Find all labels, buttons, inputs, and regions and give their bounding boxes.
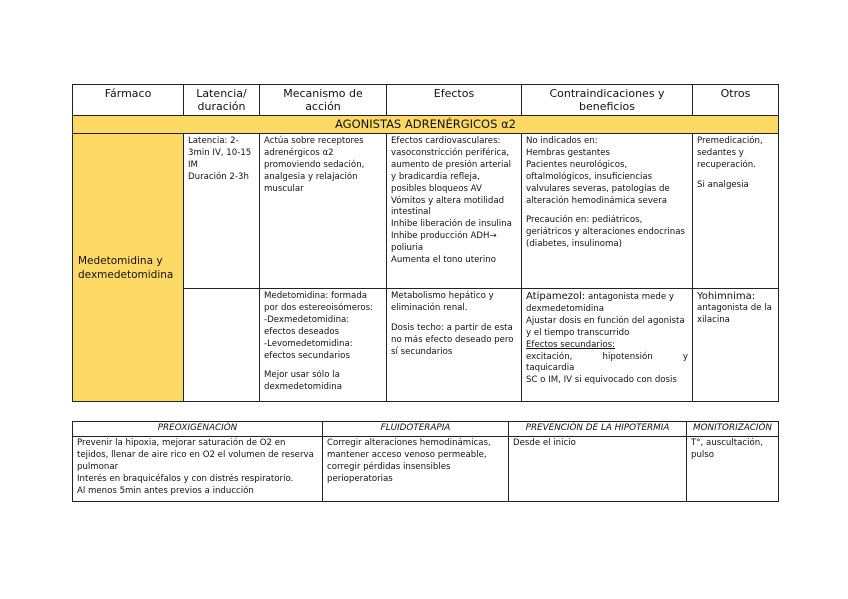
contra-title: No indicados en: bbox=[526, 136, 598, 146]
latency-text: Latencia: 2-3min IV, 10-15 IM bbox=[188, 136, 252, 170]
header-monitorizacion: MONITORIZACIÓN bbox=[687, 422, 779, 437]
yohimnima-title: Yohimnima: bbox=[697, 291, 756, 302]
drug-table-header-row bbox=[73, 85, 779, 116]
drug-name-cell: Medetomidina y dexmedetomidina bbox=[73, 134, 184, 402]
spacer bbox=[391, 315, 517, 323]
yohimnima-text: antagonista de la xilacina bbox=[697, 302, 772, 325]
header-otros: Otros bbox=[693, 85, 779, 116]
others-text: Premedicación, sedantes y recuperación. bbox=[697, 136, 763, 170]
sc-text: SC o IM, IV si equivocado con dosis bbox=[526, 375, 677, 386]
contra-item: Hembras gestantes bbox=[526, 147, 611, 158]
preox-line: Prevenir la hipoxia, mejorar saturación de O2 en tejidos, llenar de aire rico en O2 el volumen de reserva pulmonar bbox=[77, 438, 314, 472]
others-text: Si analgesia bbox=[697, 179, 749, 190]
side-word: y bbox=[682, 351, 688, 362]
mechanism-line: -Levomedetomidina: efectos secundarios bbox=[264, 338, 353, 361]
atipamezol-line bbox=[526, 291, 688, 316]
hipotermia-cell: Desde el inicio bbox=[509, 437, 687, 502]
others-cell bbox=[693, 134, 779, 289]
effects-cell-2 bbox=[387, 289, 522, 402]
header-contraindicaciones: Contraindicaciones y beneficios bbox=[522, 85, 693, 116]
effect-item: Inhibe liberación de insulina bbox=[391, 219, 512, 230]
effect-item: Efectos cardiovasculares: vasoconstricción periférica, aumento de presión arterial y bradicardia refleja, posibles bloqueos AV bbox=[391, 136, 512, 194]
header-efectos: Efectos bbox=[387, 85, 522, 116]
procedures-table bbox=[72, 421, 779, 502]
procedures-row bbox=[73, 437, 779, 502]
mechanism-line: -Dexmedetomidina: efectos deseados bbox=[264, 314, 350, 337]
preox-line: Interés en braquicéfalos y con distrés respiratorio. bbox=[77, 473, 294, 484]
adjust-text: Ajustar dosis en función del agonista y el tiempo transcurrido bbox=[526, 315, 685, 338]
effect-item: Vómitos y altera motilidad intestinal bbox=[391, 195, 505, 218]
duration-text: Duración 2-3h bbox=[188, 171, 249, 182]
preox-cell bbox=[73, 437, 323, 502]
others-cell-2 bbox=[693, 289, 779, 402]
side-end: taquicardia bbox=[526, 363, 575, 374]
header-farmaco: Fármaco bbox=[73, 85, 184, 116]
effect-item: Inhibe producción ADH→ poliuria bbox=[391, 231, 497, 254]
mechanism-note: Mejor usar sólo la dexmedetomidina bbox=[264, 370, 343, 393]
latency-cell-empty bbox=[184, 289, 260, 402]
drug-table bbox=[72, 84, 779, 402]
atipamezol-title: Atipamezol: bbox=[526, 291, 586, 302]
mechanism-line: Medetomidina: formada por dos estereoisómeros: bbox=[264, 291, 373, 313]
header-preoxigenacion: PREOXIGENACIÓN bbox=[73, 422, 323, 437]
contra-item: Pacientes neurológicos, oftalmológicos, insuficiencias valvulares severas, patologías de alteración hemodinámica severa bbox=[526, 159, 670, 206]
spacer bbox=[697, 172, 774, 180]
caution-text: Precaución en: pediátricos, geriátricos y alteraciones endocrinas (diabetes, insulinoma) bbox=[526, 215, 685, 250]
side-effects-title: Efectos secundarios: bbox=[526, 339, 615, 350]
drug-row-1 bbox=[73, 134, 779, 289]
mechanism-cell: Actúa sobre receptores adrenérgicos α2 promoviendo sedación, analgesia y relajación muscular bbox=[260, 134, 387, 289]
atipamezol-text: antagonista mede y dexmedetomidina bbox=[526, 292, 674, 314]
effect-item: Metabolismo hepático y eliminación renal. bbox=[391, 291, 494, 313]
latency-cell bbox=[184, 134, 260, 289]
side-word: hipotensión bbox=[602, 351, 653, 362]
preox-line: Al menos 5min antes previos a inducción bbox=[77, 485, 254, 496]
fluido-cell: Corregir alteraciones hemodinámicas, mantener acceso venoso permeable, corregir pérdidas insensibles perioperatorias bbox=[323, 437, 509, 502]
header-fluidoterapia: FLUIDOTERAPIA bbox=[323, 422, 509, 437]
band-title: AGONISTAS ADRENÉRGICOS α2 bbox=[73, 116, 779, 134]
side-effects-line bbox=[526, 352, 688, 364]
header-hipotermia: PREVENCIÓN DE LA HIPOTERMIA bbox=[509, 422, 687, 437]
mechanism-cell-2 bbox=[260, 289, 387, 402]
header-latencia: Latencia/ duración bbox=[184, 85, 260, 116]
header-mecanismo: Mecanismo de acción bbox=[260, 85, 387, 116]
band-row bbox=[73, 116, 779, 134]
side-word: excitación, bbox=[526, 351, 573, 362]
procedures-header-row bbox=[73, 422, 779, 437]
effects-cell bbox=[387, 134, 522, 289]
monitor-cell: T°, auscultación, pulso bbox=[687, 437, 779, 502]
contra-cell bbox=[522, 134, 693, 289]
effect-item: Dosis techo: a partir de esta no más efecto deseado pero sí secundarios bbox=[391, 322, 514, 357]
effect-item: Aumenta el tono uterino bbox=[391, 255, 496, 266]
contra-cell-2 bbox=[522, 289, 693, 402]
